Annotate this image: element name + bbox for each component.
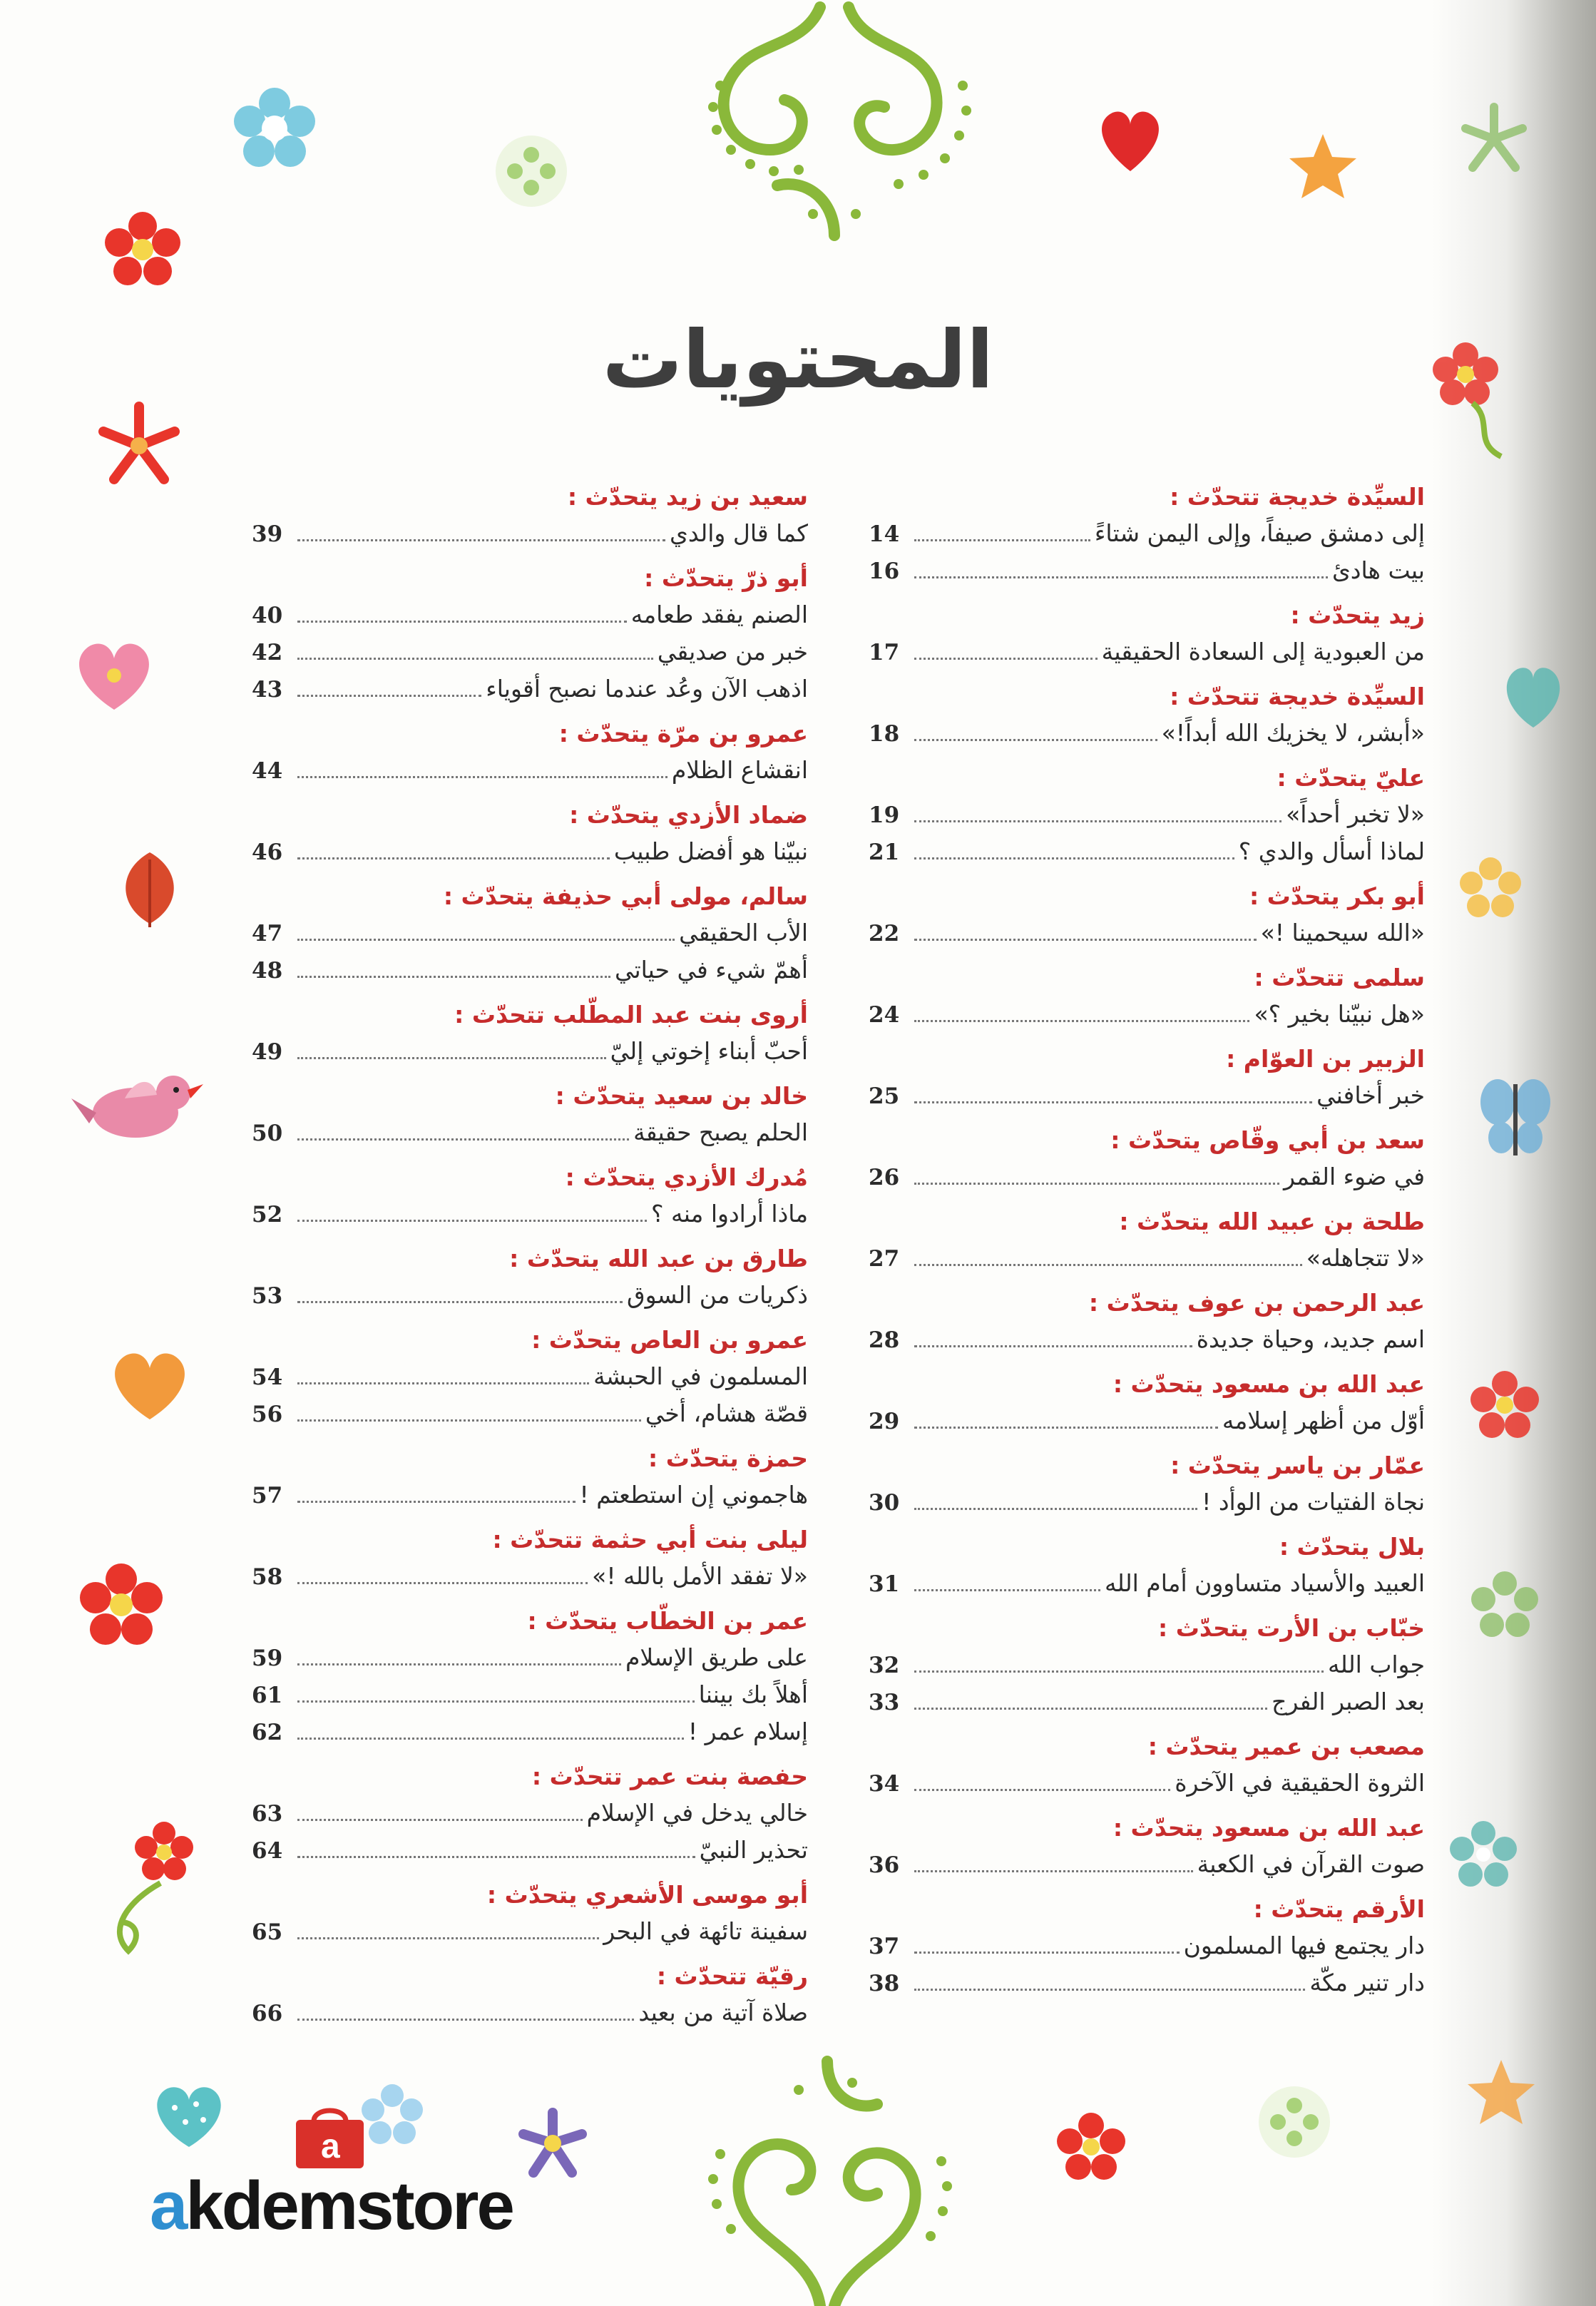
page-number: 26 bbox=[869, 1165, 900, 1190]
section-title: بلال يتحدّث : bbox=[1279, 1533, 1425, 1561]
dot-leader bbox=[297, 1922, 599, 1939]
page-number: 33 bbox=[869, 1690, 900, 1715]
toc-section bbox=[869, 598, 1425, 670]
entry-title: قصّة هشام، أخي bbox=[645, 1399, 808, 1427]
red-flower-right-icon bbox=[1469, 1369, 1540, 1441]
page-number: 39 bbox=[252, 521, 283, 547]
toc-entry[interactable] bbox=[252, 833, 808, 870]
toc-section bbox=[869, 1041, 1425, 1114]
toc-entry[interactable] bbox=[869, 996, 1425, 1033]
toc-entry[interactable] bbox=[869, 1646, 1425, 1683]
page-number: 24 bbox=[869, 1002, 900, 1028]
entry-title: كما قال والدي bbox=[670, 519, 808, 547]
toc-column-right bbox=[869, 479, 1425, 2010]
page-number: 54 bbox=[252, 1364, 283, 1390]
page-title: المحتويات bbox=[602, 314, 994, 407]
toc-entry[interactable] bbox=[252, 1676, 808, 1713]
page-number: 28 bbox=[869, 1327, 900, 1353]
entry-title: الحلم يصبح حقيقة bbox=[633, 1118, 808, 1146]
toc-section bbox=[869, 1611, 1425, 1720]
red-flower-vine-icon bbox=[100, 1815, 200, 1958]
dot-leader bbox=[297, 842, 610, 859]
toc-section bbox=[869, 760, 1425, 870]
dot-leader bbox=[297, 760, 667, 778]
toc-section bbox=[869, 1204, 1425, 1277]
toc-entry[interactable] bbox=[252, 1277, 808, 1314]
entry-title: «لا تخبر أحداً» bbox=[1286, 800, 1425, 828]
entry-title: ذكريات من السوق bbox=[626, 1281, 808, 1309]
section-title: ضماد الأزدي يتحدّث : bbox=[569, 801, 808, 829]
toc-section bbox=[252, 1759, 808, 1869]
section-title: مُدرك الأزدي يتحدّث : bbox=[565, 1163, 808, 1191]
page-number: 29 bbox=[869, 1409, 900, 1434]
bottom-swirl-ornament-icon bbox=[677, 2054, 977, 2306]
red-flower-bottom-icon bbox=[1055, 2111, 1127, 2183]
page-number: 18 bbox=[869, 721, 900, 747]
page-number: 37 bbox=[869, 1934, 900, 1959]
entry-title: ماذا أرادوا منه ؟ bbox=[651, 1200, 808, 1228]
entry-title: «هل نبيّنا بخير ؟» bbox=[1254, 1000, 1425, 1028]
entry-title: بعد الصبر الفرج bbox=[1272, 1688, 1425, 1715]
toc-entry[interactable] bbox=[869, 552, 1425, 589]
entry-title: الصنم يفقد طعامه bbox=[630, 601, 808, 628]
toc-section bbox=[869, 1729, 1425, 1802]
toc-entry[interactable] bbox=[252, 515, 808, 552]
section-title: الزبير بن العوّام : bbox=[1226, 1045, 1425, 1073]
toc-section bbox=[252, 1241, 808, 1314]
page-number: 42 bbox=[252, 640, 283, 665]
dot-leader bbox=[297, 1041, 606, 1059]
toc-section bbox=[869, 1892, 1425, 2001]
toc-entry[interactable] bbox=[869, 1077, 1425, 1114]
dot-leader bbox=[297, 1840, 695, 1858]
section-title: عبد الرحمن بن عوف يتحدّث : bbox=[1088, 1289, 1425, 1317]
dot-leader bbox=[297, 960, 610, 978]
toc-entry[interactable] bbox=[252, 1639, 808, 1676]
entry-title: جواب الله bbox=[1327, 1651, 1425, 1678]
toc-entry[interactable] bbox=[252, 1558, 808, 1595]
toc-entry[interactable] bbox=[252, 1994, 808, 2031]
section-title: أبو بكر يتحدّث : bbox=[1249, 882, 1425, 910]
page-number: 27 bbox=[869, 1246, 900, 1272]
dot-leader bbox=[914, 1492, 1197, 1510]
toc-entry[interactable] bbox=[252, 1358, 808, 1395]
teal-heart-icon bbox=[1498, 656, 1569, 735]
red-heart-icon bbox=[1091, 100, 1170, 178]
page-number: 40 bbox=[252, 603, 283, 628]
dot-leader bbox=[914, 1411, 1218, 1429]
toc-section bbox=[869, 960, 1425, 1033]
toc-section bbox=[252, 1522, 808, 1595]
page-number: 31 bbox=[869, 1571, 900, 1597]
toc-section bbox=[869, 1810, 1425, 1883]
page-number: 47 bbox=[252, 921, 283, 947]
dot-leader bbox=[914, 1086, 1312, 1103]
toc-section bbox=[869, 1285, 1425, 1358]
entry-title: خالي يدخل في الإسلام bbox=[586, 1799, 808, 1827]
toc-section bbox=[252, 1603, 808, 1750]
entry-title: بيت هادئ bbox=[1331, 556, 1425, 584]
section-title: أبو ذرّ يتحدّث : bbox=[644, 564, 808, 592]
dot-leader bbox=[297, 1566, 588, 1584]
toc-section bbox=[869, 679, 1425, 752]
toc-section bbox=[252, 1078, 808, 1151]
page-number: 32 bbox=[869, 1653, 900, 1678]
page-number: 61 bbox=[252, 1683, 283, 1708]
page-number: 48 bbox=[252, 958, 283, 984]
page-number: 21 bbox=[869, 840, 900, 865]
toc-section bbox=[252, 1959, 808, 2031]
section-title: ليلى بنت أبي حثمة تتحدّث : bbox=[492, 1526, 808, 1554]
toc-entry[interactable] bbox=[869, 1402, 1425, 1439]
toc-entry[interactable] bbox=[252, 1913, 808, 1950]
entry-title: من العبودية إلى السعادة الحقيقية bbox=[1101, 638, 1425, 665]
toc-entry[interactable] bbox=[869, 1158, 1425, 1195]
entry-title: خبر أخافني bbox=[1316, 1081, 1425, 1109]
page-number: 22 bbox=[869, 921, 900, 947]
section-title: حفصة بنت عمر تتحدّث : bbox=[531, 1762, 808, 1790]
toc-entry[interactable] bbox=[869, 515, 1425, 552]
red-leaf-icon bbox=[111, 845, 189, 931]
dot-leader bbox=[914, 1973, 1305, 1991]
dot-leader bbox=[914, 524, 1090, 541]
page-number: 30 bbox=[869, 1490, 900, 1516]
entry-title: «الله سيحمينا !» bbox=[1260, 919, 1425, 947]
page-number: 19 bbox=[869, 802, 900, 828]
toc-entry[interactable] bbox=[252, 952, 808, 989]
dot-leader bbox=[297, 1285, 623, 1303]
dot-leader bbox=[914, 642, 1098, 660]
green-flower-right-icon bbox=[1469, 1569, 1540, 1641]
toc-entry[interactable] bbox=[869, 914, 1425, 952]
page-number: 38 bbox=[869, 1971, 900, 1996]
page-number: 59 bbox=[252, 1646, 283, 1671]
entry-title: انقشاع الظلام bbox=[671, 756, 808, 784]
page-number: 66 bbox=[252, 2001, 283, 2026]
entry-title: صلاة آتية من بعيد bbox=[638, 1999, 808, 2026]
entry-title: إلى دمشق صيفاً، وإلى اليمن شتاءً bbox=[1094, 519, 1425, 547]
page-number: 17 bbox=[869, 640, 900, 665]
page-number: 25 bbox=[869, 1083, 900, 1109]
store-logo-letter: a bbox=[321, 2128, 340, 2165]
entry-title: هاجموني إن استطعتم ! bbox=[579, 1481, 808, 1509]
pink-bird-icon bbox=[68, 1056, 203, 1155]
page-number: 36 bbox=[869, 1852, 900, 1878]
page-number: 50 bbox=[252, 1121, 283, 1146]
entry-title: أوّل من أظهر إسلامه bbox=[1222, 1407, 1425, 1434]
section-title: عمر بن الخطّاب يتحدّث : bbox=[527, 1607, 808, 1635]
dot-leader bbox=[297, 1685, 695, 1703]
dot-leader bbox=[297, 1367, 589, 1384]
section-title: سعيد بن زيد يتحدّث : bbox=[567, 483, 808, 511]
toc-section bbox=[869, 1448, 1425, 1521]
entry-title: إسلام عمر ! bbox=[687, 1718, 808, 1745]
entry-title: أحبّ أبناء إخوتي إليّ bbox=[610, 1037, 808, 1065]
dot-leader bbox=[914, 1573, 1100, 1591]
entry-title: أهلاً بك بيننا bbox=[698, 1680, 808, 1708]
toc-entry[interactable] bbox=[252, 1195, 808, 1233]
store-brand-rest: kdemstore bbox=[185, 2168, 513, 2244]
blue-flower-icon bbox=[232, 86, 317, 171]
dot-leader bbox=[914, 842, 1234, 859]
section-title: عمرو بن مرّة يتحدّث : bbox=[558, 720, 808, 748]
section-title: السيِّدة خديجة تتحدّث : bbox=[1170, 483, 1425, 511]
section-title: سالم، مولى أبي حذيفة يتحدّث : bbox=[443, 882, 808, 910]
entry-title: اسم جديد، وحياة جديدة bbox=[1196, 1325, 1425, 1353]
toc-entry[interactable] bbox=[869, 1683, 1425, 1720]
entry-title: سفينة تائهة في البحر bbox=[603, 1917, 808, 1945]
toc-entry[interactable] bbox=[869, 1240, 1425, 1277]
section-title: عليّ يتحدّث : bbox=[1277, 764, 1425, 792]
section-title: خالد بن سعيد يتحدّث : bbox=[555, 1082, 808, 1110]
dot-leader bbox=[297, 1404, 641, 1422]
page-number: 63 bbox=[252, 1801, 283, 1827]
entry-title: الأب الحقيقي bbox=[679, 919, 808, 947]
toc-entry[interactable] bbox=[869, 796, 1425, 833]
page-number: 64 bbox=[252, 1838, 283, 1864]
toc-entry[interactable] bbox=[869, 1321, 1425, 1358]
dot-leader bbox=[297, 2003, 634, 2021]
toc-entry[interactable] bbox=[869, 1765, 1425, 1802]
page-number: 43 bbox=[252, 677, 283, 703]
toc-entry[interactable] bbox=[252, 1033, 808, 1070]
toc-entry[interactable] bbox=[869, 633, 1425, 670]
dot-leader bbox=[297, 679, 481, 697]
top-swirl-ornament-icon bbox=[663, 0, 1006, 243]
section-title: أبو موسى الأشعري يتحدّث : bbox=[486, 1881, 808, 1909]
orange-heart-icon bbox=[103, 1341, 196, 1427]
section-title: عمّار بن ياسر يتحدّث : bbox=[1170, 1452, 1425, 1479]
pale-green-flower-icon bbox=[492, 132, 571, 210]
entry-title: «لا تتجاهله» bbox=[1306, 1244, 1425, 1272]
toc-entry[interactable] bbox=[252, 633, 808, 670]
toc-section bbox=[869, 1123, 1425, 1195]
light-blue-flower-icon bbox=[360, 2083, 424, 2147]
entry-title: دار يجتمع فيها المسلمون bbox=[1183, 1932, 1425, 1959]
entry-title: تحذير النبيّ bbox=[699, 1836, 808, 1864]
toc-entry[interactable] bbox=[252, 914, 808, 952]
dot-leader bbox=[297, 1722, 684, 1740]
section-title: السيِّدة خديجة تتحدّث : bbox=[1170, 683, 1425, 710]
dot-leader bbox=[297, 1204, 647, 1222]
dot-leader bbox=[914, 1004, 1249, 1022]
entry-title: في ضوء القمر bbox=[1283, 1163, 1425, 1190]
entry-title: لماذا أسأل والدي ؟ bbox=[1238, 837, 1425, 865]
page-number: 56 bbox=[252, 1402, 283, 1427]
toc-section bbox=[252, 797, 808, 870]
section-title: الأرقم يتحدّث : bbox=[1253, 1895, 1425, 1923]
store-brand-accent: a bbox=[150, 2168, 186, 2244]
section-title: سلمى تتحدّث : bbox=[1254, 964, 1425, 991]
toc-section bbox=[252, 1322, 808, 1432]
dot-leader bbox=[914, 1167, 1279, 1185]
toc-entry[interactable] bbox=[869, 833, 1425, 870]
entry-title: الثروة الحقيقية في الآخرة bbox=[1175, 1769, 1425, 1797]
page-number: 62 bbox=[252, 1720, 283, 1745]
dot-leader bbox=[914, 805, 1282, 822]
page-number: 49 bbox=[252, 1039, 283, 1065]
toc-section bbox=[252, 479, 808, 552]
toc-entry[interactable] bbox=[252, 1713, 808, 1750]
toc-section bbox=[869, 1529, 1425, 1602]
dot-leader bbox=[914, 1692, 1267, 1710]
toc-section bbox=[252, 561, 808, 708]
page-number: 46 bbox=[252, 840, 283, 865]
entry-title: دار تنير مكّة bbox=[1309, 1969, 1425, 1996]
store-bag-logo-icon bbox=[292, 2104, 367, 2170]
toc-entry[interactable] bbox=[252, 670, 808, 708]
page-number: 14 bbox=[869, 521, 900, 547]
dot-leader bbox=[297, 605, 627, 623]
entry-title: على طريق الإسلام bbox=[625, 1643, 808, 1671]
toc-entry[interactable] bbox=[869, 1484, 1425, 1521]
toc-entry[interactable] bbox=[869, 1565, 1425, 1602]
dot-leader bbox=[297, 1648, 621, 1665]
orange-star-right-icon bbox=[1462, 2054, 1540, 2133]
dot-leader bbox=[297, 642, 653, 660]
toc-entry[interactable] bbox=[252, 1395, 808, 1432]
toc-column-left bbox=[252, 479, 808, 2040]
toc-entry[interactable] bbox=[869, 1846, 1425, 1883]
page-number: 52 bbox=[252, 1202, 283, 1228]
dot-leader bbox=[297, 1803, 583, 1821]
toc-section bbox=[869, 879, 1425, 952]
page-number: 16 bbox=[869, 558, 900, 584]
page-number: 44 bbox=[252, 758, 283, 784]
toc-section bbox=[252, 1877, 808, 1950]
entry-title: أهمّ شيء في حياتي bbox=[614, 956, 808, 984]
pink-heart-icon bbox=[68, 631, 160, 717]
toc-section bbox=[869, 1367, 1425, 1439]
entry-title: نجاة الفتيات من الوأد ! bbox=[1202, 1488, 1425, 1516]
section-title: طلحة بن عبيد الله يتحدّث : bbox=[1119, 1208, 1425, 1235]
dot-leader bbox=[297, 1485, 576, 1503]
orange-star-icon bbox=[1284, 128, 1362, 207]
toc-section bbox=[252, 997, 808, 1070]
section-title: سعد بن أبي وقّاص يتحدّث : bbox=[1110, 1126, 1425, 1154]
dot-leader bbox=[914, 1248, 1302, 1266]
teal-dotted-heart-icon bbox=[146, 2076, 232, 2154]
section-title: طارق بن عبد الله يتحدّث : bbox=[509, 1245, 808, 1272]
toc-section bbox=[252, 1441, 808, 1514]
toc-entry[interactable] bbox=[252, 596, 808, 633]
toc-entry[interactable] bbox=[252, 1114, 808, 1151]
dot-leader bbox=[914, 1655, 1324, 1673]
toc-entry[interactable] bbox=[869, 715, 1425, 752]
entry-title: خبر من صديقي bbox=[657, 638, 808, 665]
section-title: عبد الله بن مسعود يتحدّث : bbox=[1112, 1370, 1425, 1398]
dot-leader bbox=[914, 1773, 1170, 1791]
dot-leader bbox=[914, 1936, 1180, 1954]
section-title: زيد يتحدّث : bbox=[1290, 601, 1425, 629]
green-star-flower-icon bbox=[1455, 100, 1533, 178]
dot-leader bbox=[914, 1855, 1193, 1872]
page-number: 65 bbox=[252, 1919, 283, 1945]
section-title: مصعب بن عمير يتحدّث : bbox=[1147, 1733, 1425, 1760]
section-title: أروى بنت عبد المطّلب تتحدّث : bbox=[454, 1001, 808, 1029]
red-flower-icon bbox=[103, 210, 182, 289]
butterfly-icon bbox=[1476, 1070, 1555, 1163]
section-title: رقيّة تتحدّث : bbox=[656, 1962, 808, 1990]
dot-leader bbox=[914, 1330, 1192, 1347]
dot-leader bbox=[297, 1123, 629, 1141]
dot-leader bbox=[914, 923, 1257, 941]
red-spiky-flower-icon bbox=[93, 399, 185, 492]
toc-section bbox=[252, 879, 808, 989]
section-title: حمزة يتحدّث : bbox=[648, 1444, 808, 1472]
entry-title: صوت القرآن في الكعبة bbox=[1197, 1850, 1425, 1878]
section-title: عمرو بن العاص يتحدّث : bbox=[531, 1326, 808, 1354]
toc-entry[interactable] bbox=[252, 1476, 808, 1514]
purple-flower-icon bbox=[513, 2104, 592, 2183]
toc-entry[interactable] bbox=[869, 1964, 1425, 2001]
red-flower-left-icon bbox=[78, 1562, 164, 1648]
entry-title: نبيّنا هو أفضل طبيب bbox=[613, 837, 808, 865]
toc-section bbox=[869, 479, 1425, 589]
entry-title: «لا تفقد الأمل بالله !» bbox=[592, 1562, 808, 1590]
dot-leader bbox=[914, 561, 1328, 578]
entry-title: «أبشر، لا يخزيك الله أبداً!» bbox=[1161, 719, 1425, 747]
toc-section bbox=[252, 716, 808, 789]
dot-leader bbox=[914, 723, 1157, 741]
section-title: خبّاب بن الأرت يتحدّث : bbox=[1158, 1614, 1425, 1642]
toc-entry[interactable] bbox=[252, 1832, 808, 1869]
yellow-flower-icon bbox=[1458, 856, 1523, 920]
dot-leader bbox=[297, 923, 675, 941]
toc-entry[interactable] bbox=[869, 1927, 1425, 1964]
toc-section bbox=[252, 1160, 808, 1233]
page-number: 57 bbox=[252, 1483, 283, 1509]
store-brand bbox=[150, 2167, 513, 2245]
entry-title: العبيد والأسياد متساوون أمام الله bbox=[1104, 1569, 1425, 1597]
page-number: 53 bbox=[252, 1283, 283, 1309]
dot-leader bbox=[297, 524, 665, 541]
page-number: 58 bbox=[252, 1564, 283, 1590]
teal-flower-right-icon bbox=[1448, 1819, 1519, 1890]
entry-title: اذهب الآن وعُد عندما نصبح أقوياء bbox=[486, 675, 808, 703]
section-title: عبد الله بن مسعود يتحدّث : bbox=[1112, 1814, 1425, 1842]
toc-entry[interactable] bbox=[252, 1795, 808, 1832]
toc-entry[interactable] bbox=[252, 752, 808, 789]
entry-title: المسلمون في الحبشة bbox=[593, 1362, 808, 1390]
pale-green-flower-bottom-icon bbox=[1255, 2083, 1334, 2161]
page-number: 34 bbox=[869, 1771, 900, 1797]
